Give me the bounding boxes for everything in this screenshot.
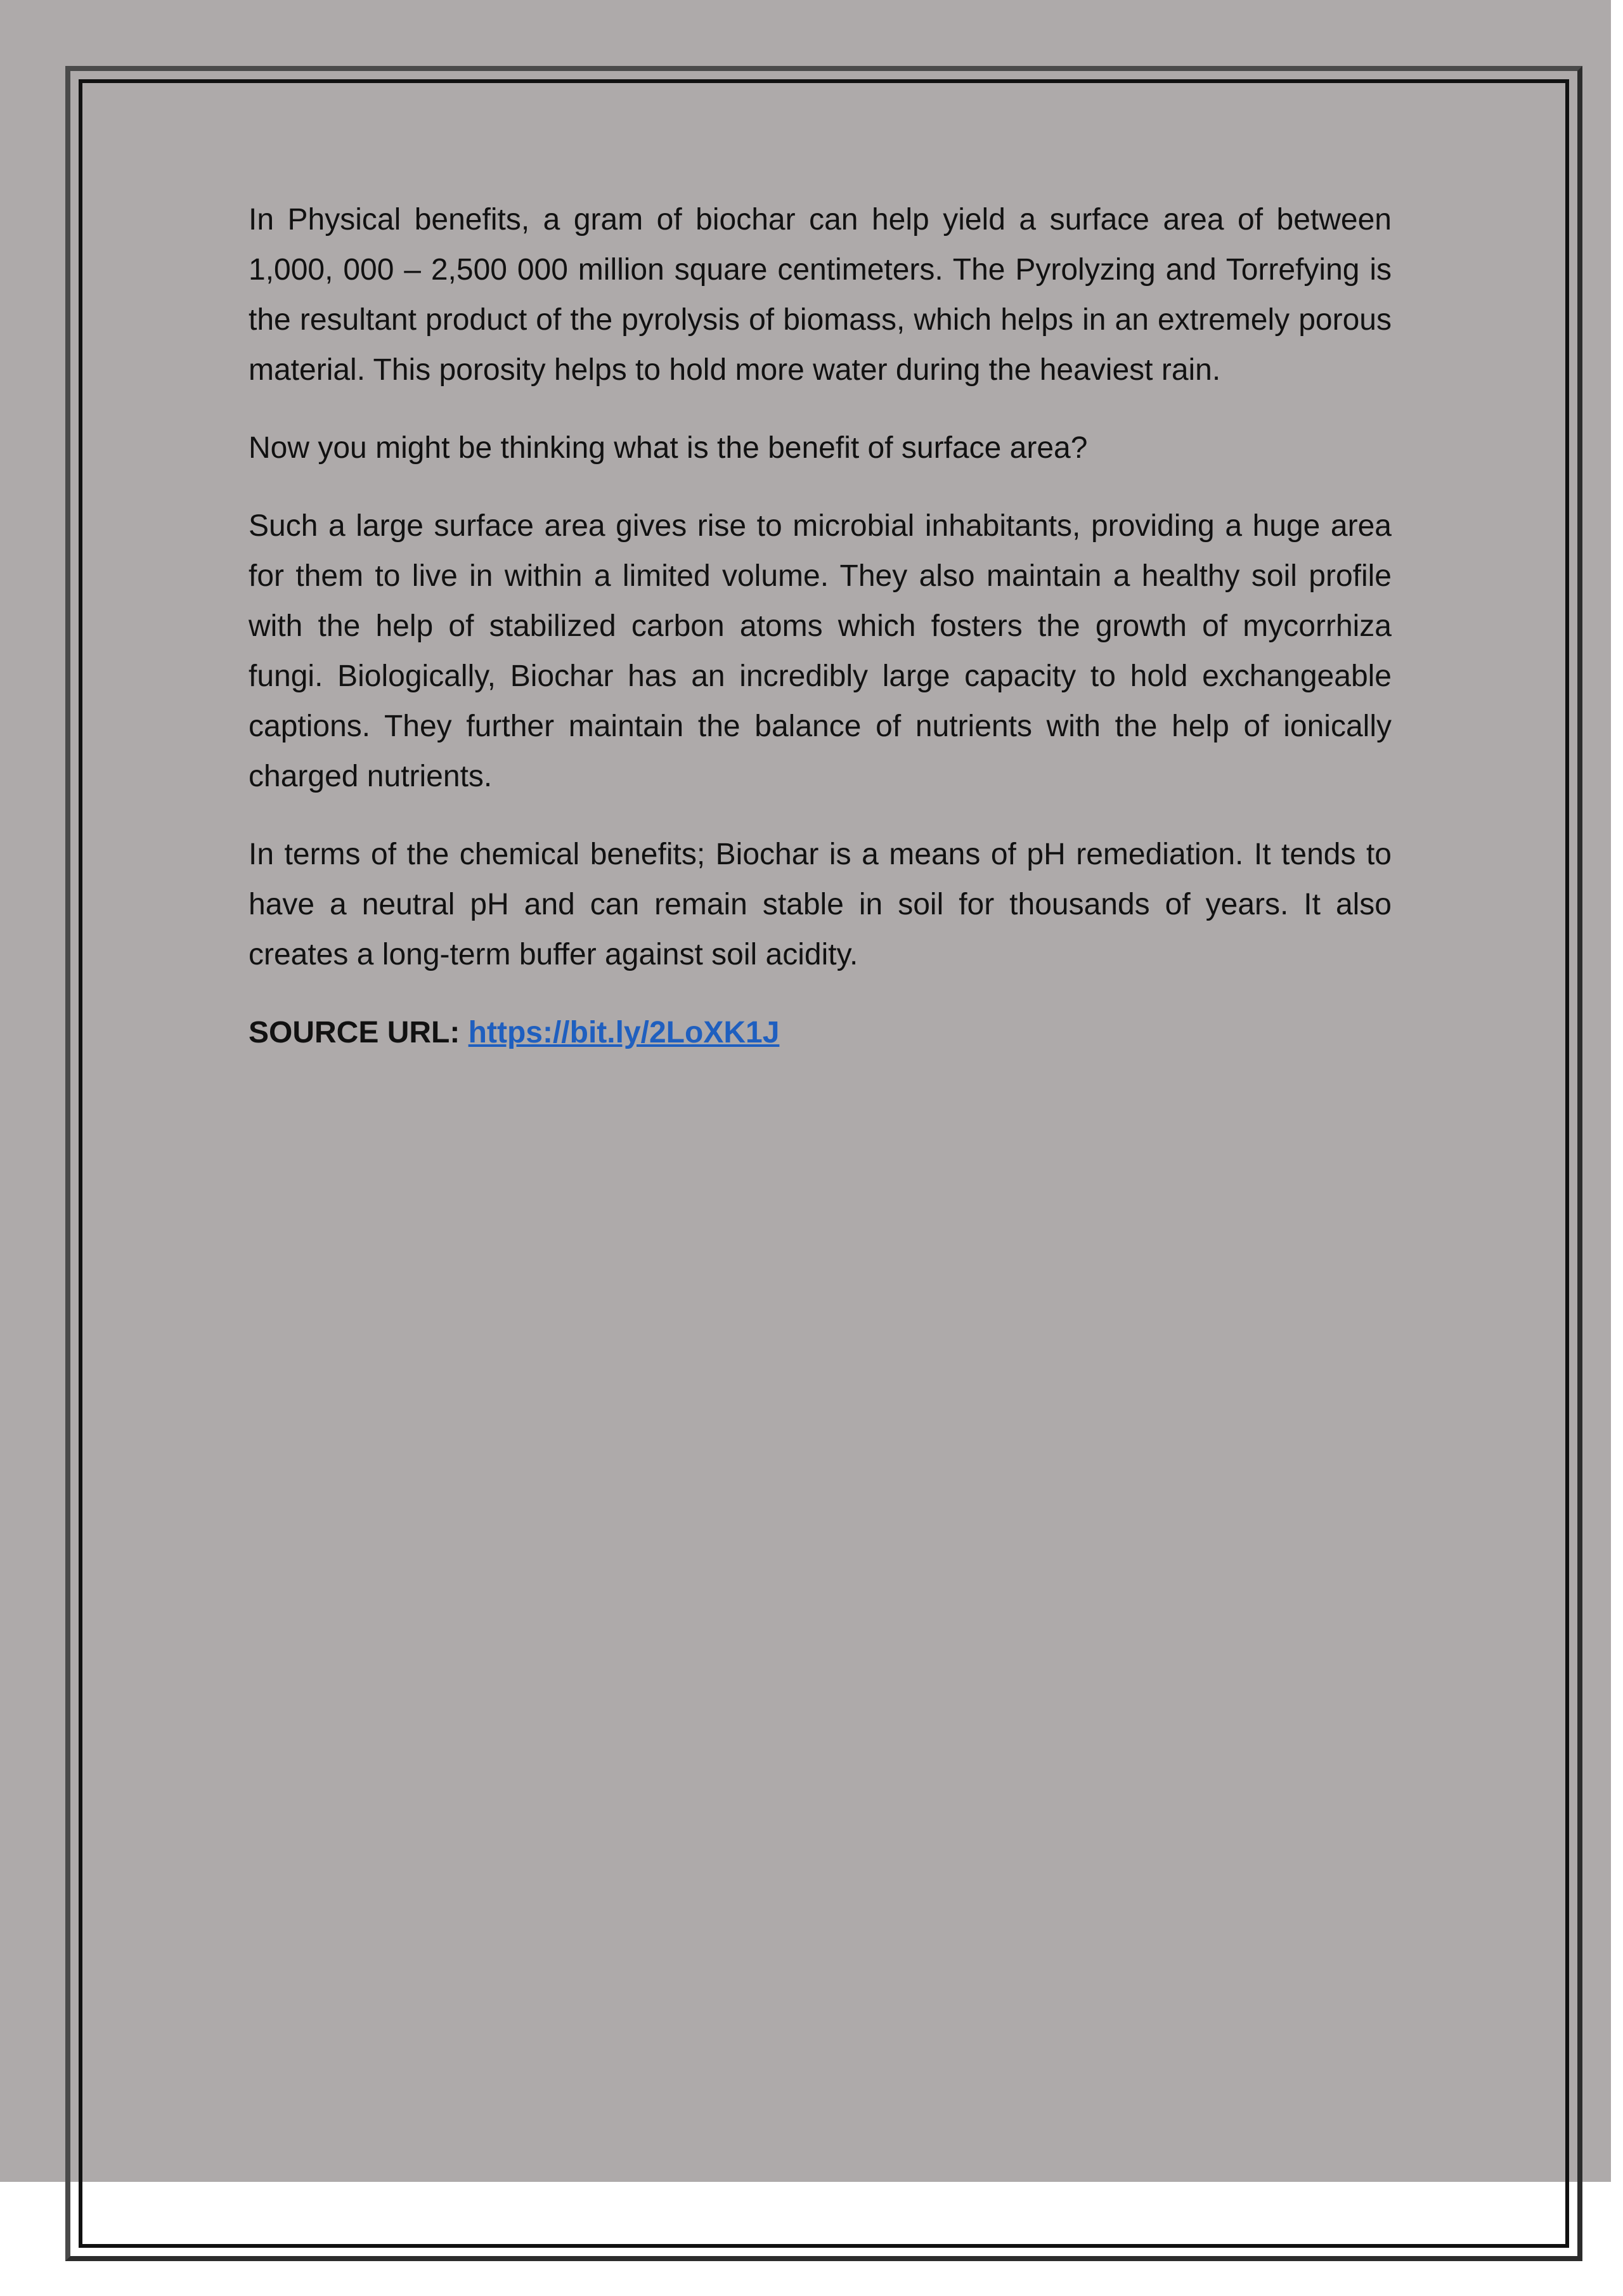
source-url-link[interactable]: https://bit.ly/2LoXK1J (468, 1016, 780, 1049)
paragraph-surface-area-question: Now you might be thinking what is the benefit of surface area? (249, 431, 1088, 465)
paragraph-chemical-benefits: In terms of the chemical benefits; Biochar is a means of pH remediation. It tends to have a neutral pH and can remain stable in soil for thousands of years. It also creates a long-term buffer against soil acidity. (249, 838, 1392, 971)
paragraph-biological-benefits: Such a large surface area gives rise to microbial inhabitants, providing a huge area for them to live in within a limited volume. They also maintain a healthy soil profile with the help of stabilized carbon atoms which fosters the growth of mycorrhiza fungi. Biologically, Biochar has an incredibly large capacity to hold exchangeable captions. They further maintain the balance of nutrients with the help of ionically charged nutrients. (249, 509, 1392, 793)
source-label: SOURCE URL: (249, 1016, 460, 1049)
paragraph-physical-benefits: In Physical benefits, a gram of biochar can help yield a surface area of between 1,000, 000 – 2,500 000 million square centimeters. The Pyrolyzing and Torrefying is the resultant product of the pyrolysis of biomass, which helps in an extremely porous material. This porosity helps to hold more water during the heaviest rain. (249, 203, 1392, 387)
document-body (249, 195, 1392, 1086)
source-line (249, 1008, 1392, 1058)
